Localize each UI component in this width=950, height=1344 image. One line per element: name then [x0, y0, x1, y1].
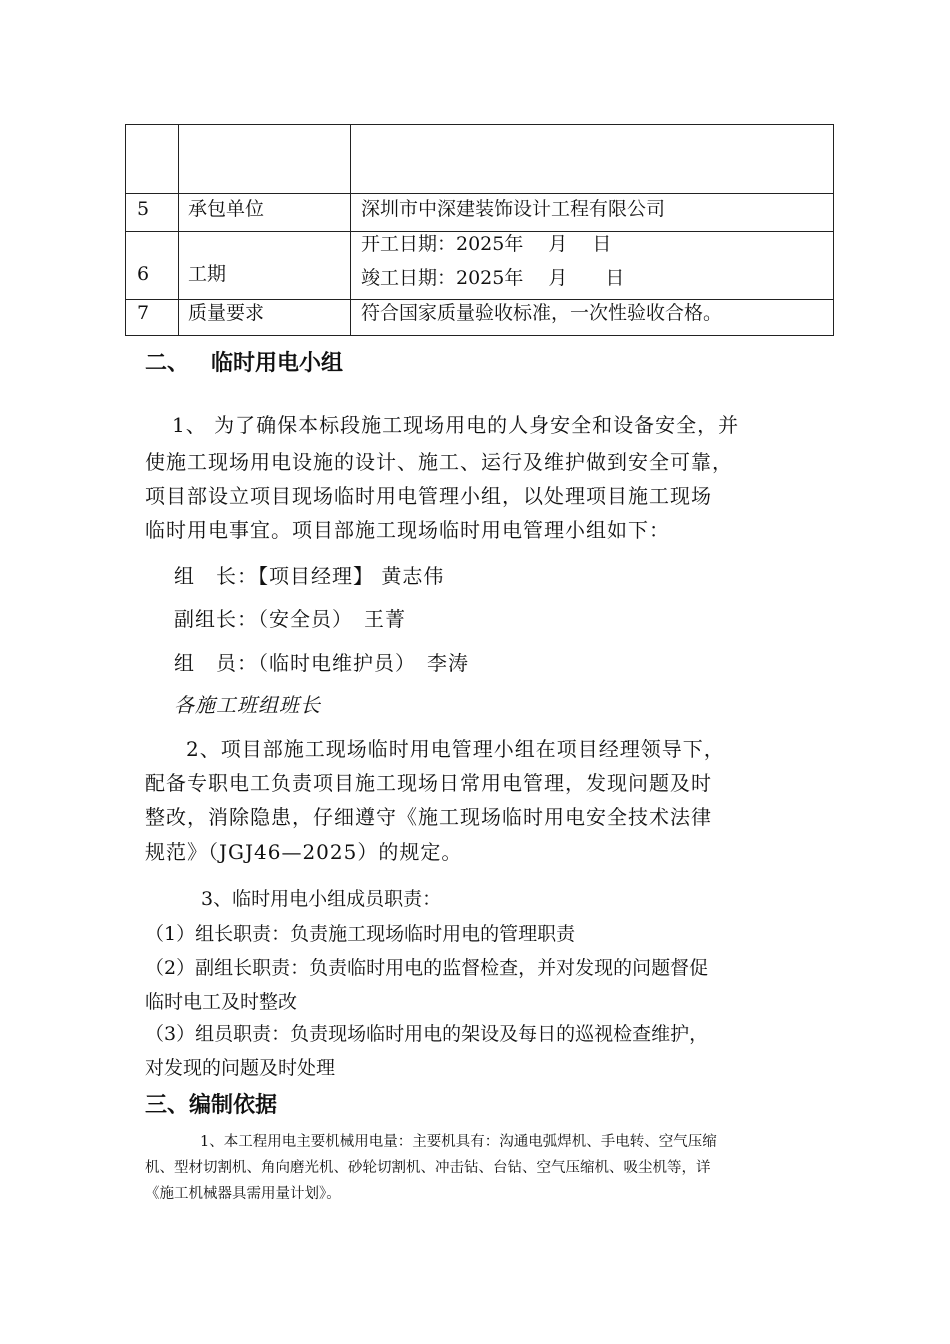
paragraph-line: 《施工机械器具需用量计划》。 [145, 1186, 341, 1202]
section2-heading-number: 二、 [145, 351, 190, 376]
table-cell-content: 深圳市中深建装饰设计工程有限公司 [361, 198, 666, 220]
paragraph-line: 项目部设立项目现场临时用电管理小组，以处理项目施工现场 [145, 484, 712, 508]
table-cell-no: 7 [137, 302, 150, 324]
table-cell-no: 5 [137, 198, 150, 220]
paragraph-line: 机、型材切割机、角向磨光机、砂轮切割机、冲击钻、台钻、空气压缩机、吸尘机等，详 [145, 1160, 711, 1176]
paragraph-line: 整改，消除隐患，仔细遵守《施工现场临时用电安全技术法律 [145, 805, 712, 829]
paragraph-line: 规范》（JGJ46—2025）的规定。 [145, 840, 463, 864]
paragraph-line: 1、本工程用电主要机械用电量：主要机具有：沟通电弧焊机、手电转、空气压缩 [200, 1134, 717, 1150]
paragraph-line: 配备专职电工负责项目施工现场日常用电管理，发现问题及时 [145, 771, 712, 795]
duty-line: （1）组长职责：负责施工现场临时用电的管理职责 [145, 923, 576, 945]
table-cell-content: 符合国家质量验收标准，一次性验收合格。 [361, 302, 723, 324]
table-cell-item: 质量要求 [188, 302, 265, 324]
table-row-divider [126, 299, 833, 300]
table-cell-item: 工期 [188, 263, 227, 285]
table-col-divider [178, 125, 179, 335]
table-cell-end-date: 竣工日期：2025年 月 日 [361, 267, 625, 289]
paragraph-line: 使施工现场用电设施的设计、施工、运行及维护做到安全可靠， [145, 450, 733, 474]
section3-heading: 三、编制依据 [145, 1093, 278, 1118]
paragraph-line: 临时用电事宜。项目部施工现场临时用电管理小组如下： [145, 518, 670, 542]
table-cell-start-date: 开工日期：2025年 月 日 [361, 233, 612, 255]
paragraph-line: 2、项目部施工现场临时用电管理小组在项目经理领导下， [186, 737, 725, 761]
section2-heading-text: 临时用电小组 [211, 351, 344, 376]
table-row-divider [126, 193, 833, 194]
project-info-table [125, 124, 834, 336]
table-col-divider [350, 125, 351, 335]
member-deputy: 副组长：（安全员） 王菁 [174, 607, 406, 631]
duty-line: （2）副组长职责：负责临时用电的监督检查，并对发现的问题督促 [145, 957, 709, 979]
paragraph-line: 1、 为了确保本标段施工现场用电的人身安全和设备安全，并 [172, 413, 740, 437]
duty-line: 临时电工及时整改 [145, 991, 298, 1013]
duty-line: 对发现的问题及时处理 [145, 1057, 336, 1079]
member-leader: 组 长：【项目经理】 黄志伟 [174, 564, 445, 588]
members-note: 各施工班组班长 [174, 693, 321, 717]
duties-title: 3、临时用电小组成员职责： [201, 888, 442, 910]
duty-line: （3）组员职责：负责现场临时用电的架设及每日的巡视检查维护， [145, 1023, 709, 1045]
section2-heading [145, 346, 343, 377]
table-cell-no: 6 [137, 263, 150, 285]
member-staff: 组 员：（临时电维护员） 李涛 [174, 651, 469, 675]
table-cell-item: 承包单位 [188, 198, 265, 220]
